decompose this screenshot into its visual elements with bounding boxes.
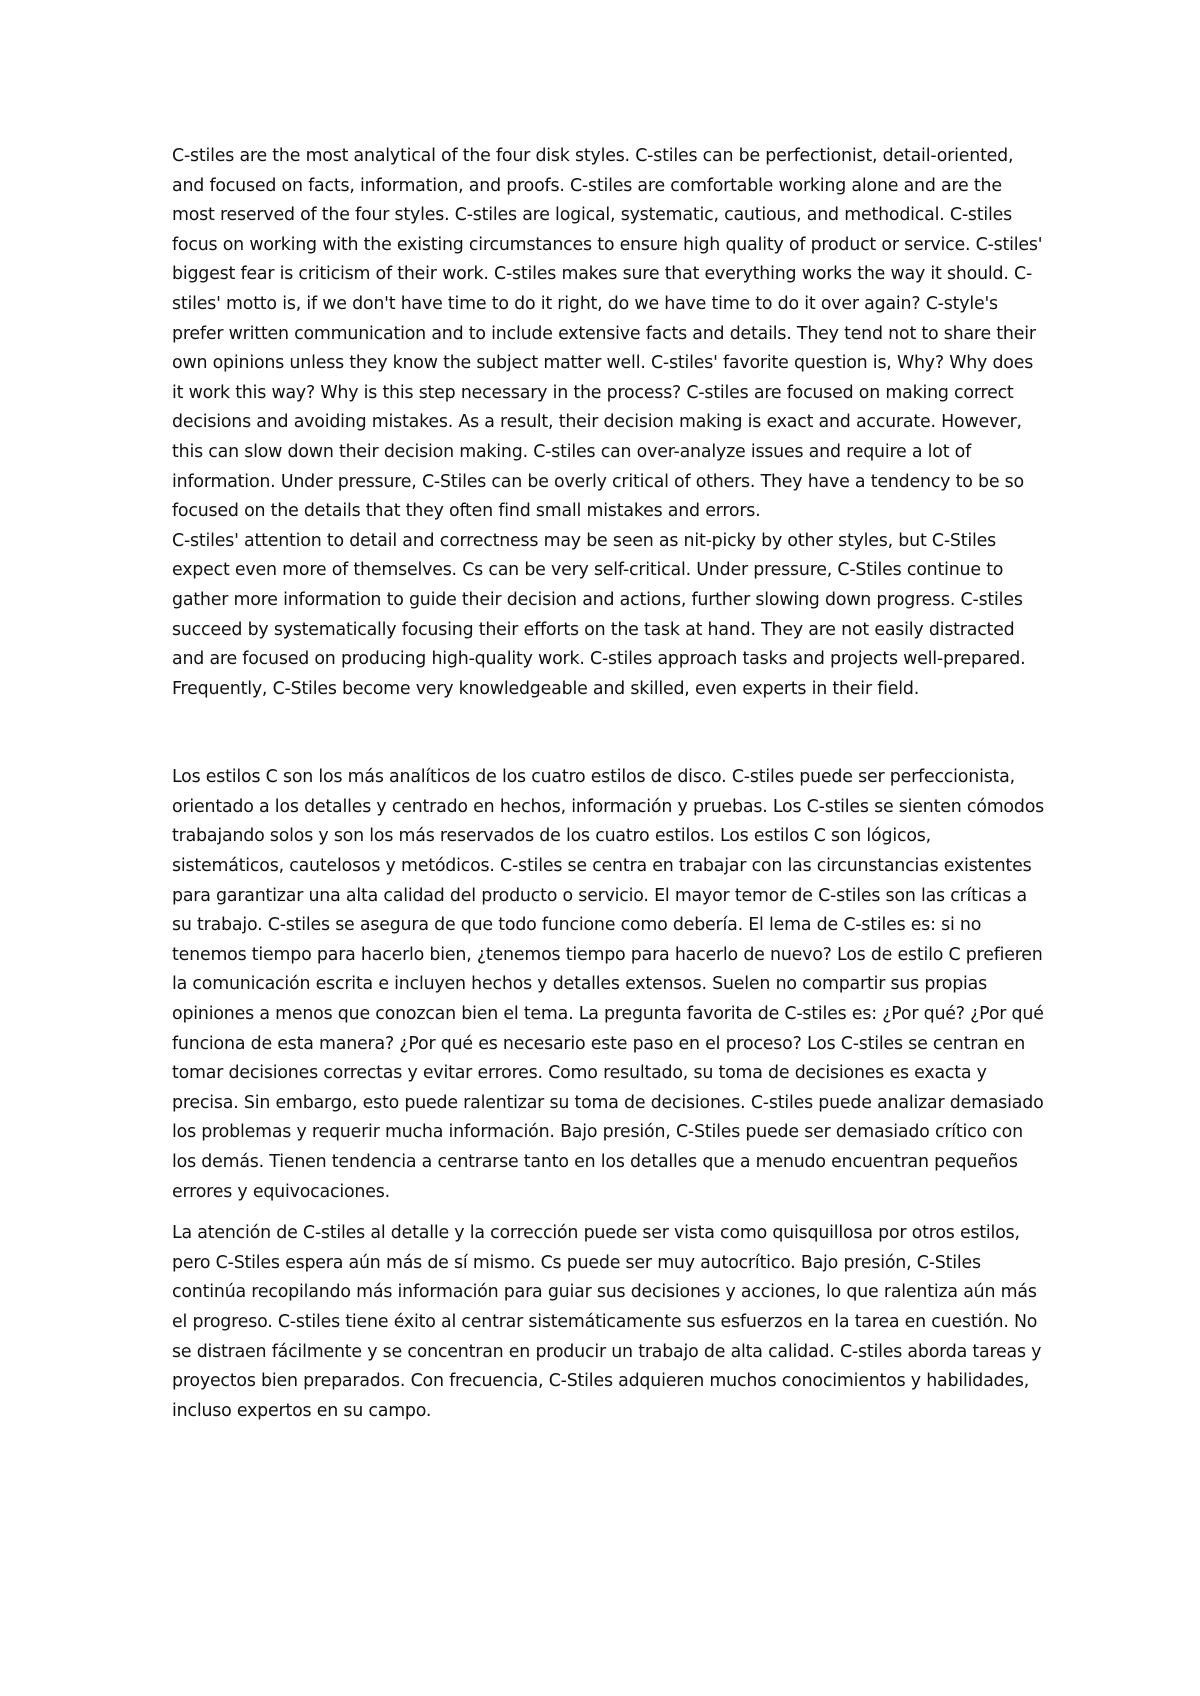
paragraph-spanish-2: La atención de C-stiles al detalle y la corrección puede ser vista como quisquillosa por otros estilos, pero C-Stiles espera aún más de sí mismo. Cs puede ser muy autocrítico. Bajo presión, C-Stiles continúa recopilando más información para guiar sus decisiones y acciones, lo que ralentiza aún más el progreso. C-stiles tiene éxito al centrar sistemáticamente sus esfuerzos en la tarea en cuestión. No se distraen fácilmente y se concentran en producir un trabajo de alta calidad. C-stiles aborda tareas y proyectos bien preparados. Con frecuencia, C-Stiles adquieren muchos conocimientos y habilidades, incluso expertos en su campo. [172,1223,1042,1421]
document-body [172,142,1048,1426]
paragraph-spacer [172,1207,1048,1219]
paragraph-spanish-1: Los estilos C son los más analíticos de los cuatro estilos de disco. C-stiles puede ser perfeccionista, orientado a los detalles y centrado en hechos, información y pruebas. Los C-stiles se sienten cómodos trabajando solos y son los más reservados de los cuatro estilos. Los estilos C son lógicos, sistemáticos, cautelosos y metódicos. C-stiles se centra en trabajar con las circunstancias existentes para garantizar una alta calidad del producto o servicio. El mayor temor de C-stiles son las críticas a su trabajo. C-stiles se asegura de que todo funcione como debería. El lema de C-stiles es: si no tenemos tiempo para hacerlo bien, ¿tenemos tiempo para hacerlo de nuevo? Los de estilo C prefieren la comunicación escrita e incluyen hechos y detalles extensos. Suelen no compartir sus propias opiniones a menos que conozcan bien el tema. La pregunta favorita de C-stiles es: ¿Por qué? ¿Por qué funciona de esta manera? ¿Por qué es necesario este paso en el proceso? Los C-stiles se centran en tomar decisiones correctas y evitar errores. Como resultado, su toma de decisiones es exacta y precisa. Sin embargo, esto puede ralentizar su toma de decisiones. C-stiles puede analizar demasiado los problemas y requerir mucha información. Bajo presión, C-Stiles puede ser demasiado crítico con los demás. Tienen tendencia a centrarse tanto en los detalles que a menudo encuentran pequeños errores y equivocaciones. [172,767,1045,1202]
paragraph-english-2: C-stiles' attention to detail and correctness may be seen as nit-picky by other styles, but C-Stiles expect even more of themselves. Cs can be very self-critical. Under pressure, C-Stiles continue to gather more information to guide their decision and actions, further slowing down progress. C-stiles succeed by systematically focusing their efforts on the task at hand. They are not easily distracted and are focused on producing high-quality work. C-stiles approach tasks and projects well-prepared. Frequently, C-Stiles become very knowledgeable and skilled, even experts in their field. [172,530,1026,699]
section-spacer [172,704,1048,763]
paragraph-english-1: C-stiles are the most analytical of the four disk styles. C-stiles can be perfectionist, detail-oriented, and focused on facts, information, and proofs. C-stiles are comfortable working alone and are the most reserved of the four styles. C-stiles are logical, systematic, cautious, and methodical. C-stiles focus on working with the existing circumstances to ensure high quality of product or service. C-stiles' biggest fear is criticism of their work. C-stiles makes sure that everything works the way it should. C-stiles' motto is, if we don't have time to do it right, do we have time to do it over again? C-style's prefer written communication and to include extensive facts and details. They tend not to share their own opinions unless they know the subject matter well. C-stiles' favorite question is, Why? Why does it work this way? Why is this step necessary in the process? C-stiles are focused on making correct decisions and avoiding mistakes. As a result, their decision making is exact and accurate. However, this can slow down their decision making. C-stiles can over-analyze issues and require a lot of information. Under pressure, C-Stiles can be overly critical of others. They have a tendency to be so focused on the details that they often find small mistakes and errors. [172,146,1043,522]
